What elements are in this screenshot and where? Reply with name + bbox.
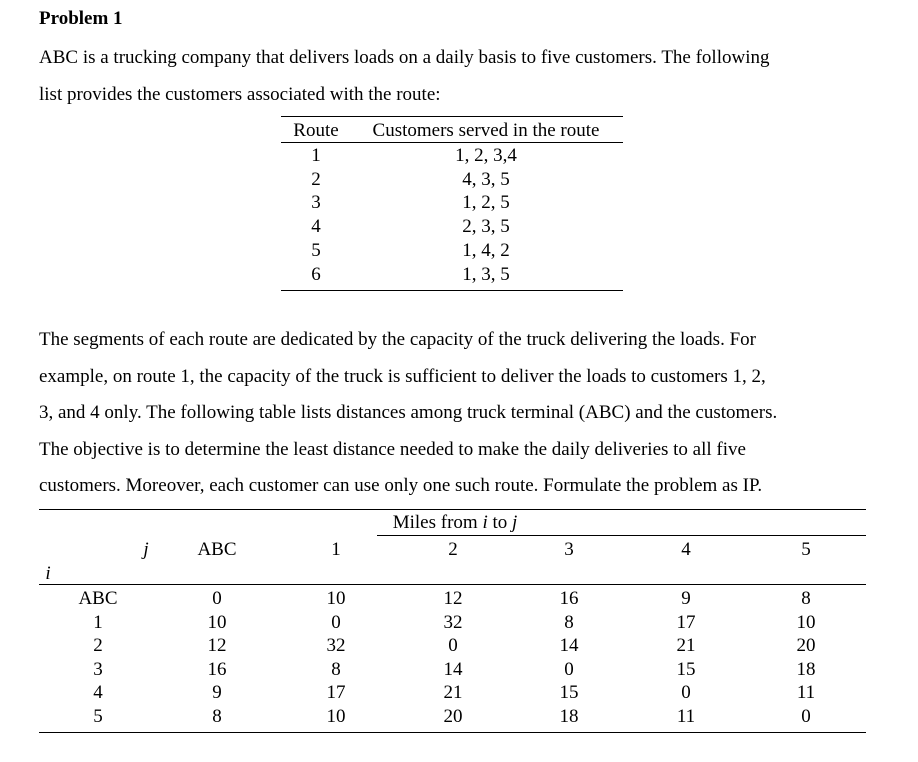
route-customers: 4, 3, 5 — [462, 168, 510, 190]
distance-cell: 9 — [212, 682, 222, 704]
body-line: The segments of each route are dedicated by the capacity of the truck delivering the loads. For — [39, 329, 756, 350]
distance-cell: 17 — [326, 682, 346, 704]
distance-cell: 17 — [676, 611, 696, 633]
distance-cell: 20 — [796, 635, 816, 657]
distance-cell: 8 — [801, 588, 811, 609]
route-customers: 1, 2, 5 — [462, 192, 510, 214]
distance-cell: 0 — [331, 611, 341, 633]
caption-prefix: Miles from — [392, 512, 483, 533]
distance-cell: 0 — [801, 706, 811, 727]
distance-cell: 15 — [676, 658, 696, 680]
route-number: 1 — [311, 145, 321, 166]
row-label: 5 — [93, 706, 103, 727]
distance-cell: 14 — [559, 635, 579, 657]
route-customers: 2, 3, 5 — [462, 216, 510, 238]
column-header: 2 — [448, 539, 458, 560]
row-variable-i: i — [45, 563, 51, 584]
distance-cell: 20 — [443, 706, 463, 727]
distance-cell: 16 — [207, 658, 227, 680]
problem-title: Problem 1 — [39, 8, 123, 29]
route-customers: 1, 3, 5 — [462, 263, 510, 285]
distance-cell: 32 — [326, 635, 346, 657]
body-line: example, on route 1, the capacity of the truck is sufficient to deliver the loads to customers 1, 2, — [39, 365, 766, 387]
row-label: 1 — [93, 611, 103, 633]
body-line: The objective is to determine the least distance needed to make the daily deliveries to all five — [39, 438, 746, 460]
distance-cell: 0 — [681, 682, 691, 704]
route-number: 2 — [311, 168, 321, 190]
distance-cell: 18 — [796, 658, 816, 680]
table-rule — [281, 142, 623, 143]
distance-cell: 21 — [676, 635, 696, 657]
table-rule — [39, 584, 866, 585]
distance-cell: 10 — [796, 611, 816, 633]
distance-cell: 12 — [207, 635, 227, 657]
distance-cell: 15 — [559, 682, 579, 704]
distance-cell: 10 — [207, 611, 227, 633]
table-rule — [39, 732, 866, 733]
row-label: ABC — [78, 588, 118, 609]
distance-cell: 14 — [443, 658, 463, 680]
routes-header-customers: Customers served in the route — [372, 120, 600, 141]
distance-cell: 0 — [212, 588, 222, 609]
distance-cell: 32 — [443, 611, 463, 633]
distance-cell: 18 — [559, 706, 579, 727]
distance-cell: 16 — [559, 588, 579, 609]
column-header: ABC — [197, 539, 237, 560]
distance-cell: 0 — [564, 658, 574, 680]
column-header: 3 — [564, 539, 574, 560]
intro-line: ABC is a trucking company that delivers loads on a daily basis to five customers. The following — [39, 47, 770, 68]
caption-i: i — [482, 512, 488, 533]
body-paragraph — [39, 322, 889, 505]
column-variable-j: j — [143, 539, 149, 560]
distance-cell: 0 — [448, 635, 458, 657]
distance-cell: 21 — [443, 682, 463, 704]
row-label: 2 — [93, 635, 103, 657]
distance-cell: 8 — [331, 658, 341, 680]
distance-cell: 9 — [681, 588, 691, 609]
route-customers: 1, 4, 2 — [462, 239, 510, 261]
caption-mid: to — [487, 512, 512, 533]
column-header: 5 — [801, 539, 811, 560]
distance-cell: 10 — [326, 706, 346, 727]
route-number: 5 — [311, 239, 321, 261]
row-label: 4 — [93, 682, 103, 704]
table-rule — [39, 509, 866, 510]
intro-paragraph — [39, 40, 889, 113]
distance-cell: 11 — [796, 682, 816, 704]
distance-cell: 12 — [443, 588, 463, 609]
column-header: 1 — [331, 539, 341, 560]
table-rule — [281, 116, 623, 117]
route-number: 4 — [311, 216, 321, 238]
distance-cell: 10 — [326, 588, 346, 609]
body-line: customers. Moreover, each customer can use only one such route. Formulate the problem as IP. — [39, 475, 763, 496]
column-header: 4 — [681, 539, 691, 560]
distance-cell: 8 — [212, 706, 222, 727]
table-rule — [377, 535, 866, 536]
body-line: 3, and 4 only. The following table lists distances among truck terminal (ABC) and the customers. — [39, 402, 778, 423]
intro-line: list provides the customers associated with the route: — [39, 83, 441, 105]
distance-caption — [300, 512, 610, 534]
row-label: 3 — [93, 658, 103, 680]
route-number: 3 — [311, 192, 321, 214]
caption-j: j — [512, 512, 518, 533]
distance-cell: 8 — [564, 611, 574, 633]
distance-cell: 11 — [676, 706, 696, 727]
route-number: 6 — [311, 263, 321, 285]
routes-header-route: Route — [293, 120, 339, 141]
table-rule — [281, 290, 623, 291]
route-customers: 1, 2, 3,4 — [455, 145, 517, 166]
